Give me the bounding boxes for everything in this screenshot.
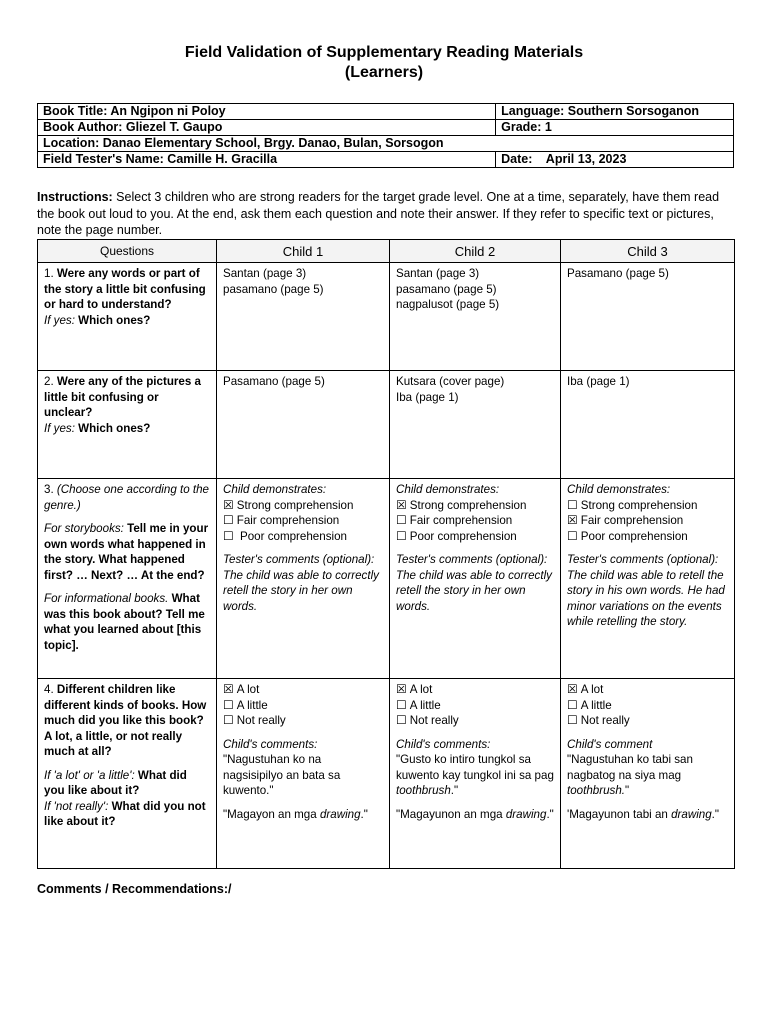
q1-number: 1. (44, 267, 57, 280)
location: Location: Danao Elementary School, Brgy. Danao, Bulan, Sorsogon (38, 136, 734, 152)
q3-storybooks-label: For storybooks: (44, 522, 124, 535)
title-line-2: (Learners) (344, 64, 424, 81)
child2-alot-option (396, 682, 554, 698)
comments-recommendations: Comments / Recommendations:/ (37, 882, 232, 896)
checkbox-icon: ☐ (223, 528, 234, 543)
child3-little-option (567, 698, 728, 714)
child3-comment-2 (567, 807, 728, 823)
child2-demonstrates: Child demonstrates: (396, 483, 500, 496)
comment-label: Tester's comments (optional): (396, 553, 548, 566)
child3-comment-label: Child's comment (567, 737, 653, 751)
child3-comment-1 (567, 752, 728, 799)
child1-strong-option (223, 498, 383, 514)
child1-notreally-option (223, 713, 383, 729)
question-2-row (38, 371, 735, 479)
comment-part: "Gusto ko intiro tungkol sa kuwento kay tungkol ini sa pag (396, 753, 554, 782)
header-row (38, 240, 735, 263)
option-label: Not really (409, 714, 459, 727)
book-author: Book Author: Gliezel T. Gaupo (38, 120, 496, 136)
comment-part: ." (360, 807, 368, 821)
q2-if-yes: If yes: (44, 421, 75, 435)
child3-tester-comments (567, 552, 728, 630)
child1-demonstrates: Child demonstrates: (223, 483, 327, 496)
child3-fair-option (567, 513, 728, 529)
comment-label: Tester's comments (optional): (567, 553, 719, 566)
checkbox-icon: ☐ (396, 713, 407, 727)
option-label: Strong comprehension (580, 498, 698, 512)
checkbox-icon: ☒ (567, 682, 578, 696)
option-label: Not really (580, 714, 630, 727)
title-line-1: Field Validation of Supplementary Reading Materials (184, 44, 584, 61)
comment-part: toothbrush. (567, 784, 626, 797)
q1-which: Which ones? (74, 313, 151, 327)
child2-little-option (396, 698, 554, 714)
child3-q4-answer (561, 679, 735, 869)
question-4-row (38, 679, 735, 869)
instructions-text: Select 3 children who are strong readers for the target grade level. One at a time, separately, have them read the book out loud to you. At the end, ask them each question and note their answer. If they refer to specific text or pictures, note the page number. (37, 190, 720, 237)
child2-q2-line: Iba (page 1) (396, 390, 459, 404)
child1-q1-line: Santan (page 3) (223, 267, 307, 280)
child1-q1-answer (217, 263, 390, 371)
child2-q2-answer (390, 371, 561, 479)
option-label: Strong comprehension (409, 498, 527, 512)
language: Language: Southern Sorsoganon (496, 104, 734, 120)
q4-notreally-label: If 'not really': (44, 799, 109, 813)
comment-part: 'Magayunon tabi an (567, 807, 672, 821)
comment-part: "Magayon an mga (223, 807, 320, 821)
option-label: A lot (236, 683, 260, 696)
child1-poor-option (223, 529, 383, 545)
question-1 (38, 263, 217, 371)
child2-comment-label: Child's comments: (396, 737, 491, 751)
child3-demonstrates: Child demonstrates: (567, 483, 671, 496)
comment-part: drawing (671, 807, 712, 821)
child3-q1-answer (561, 263, 735, 371)
option-label: A lot (409, 683, 433, 696)
option-label: Fair comprehension (236, 514, 340, 527)
option-label: Strong comprehension (236, 498, 354, 512)
q3-informational-question: What was this book about? Tell me what you learned about [this topic]. (44, 592, 205, 652)
q2-number: 2. (44, 375, 57, 388)
comment-part: ." (546, 807, 554, 821)
comment-part: ." (450, 784, 459, 797)
question-1-row (38, 263, 735, 371)
option-label: Fair comprehension (580, 514, 684, 527)
child1-comment-2 (223, 807, 383, 823)
document-title (0, 43, 768, 83)
option-label: A little (236, 698, 268, 712)
checkbox-icon: ☒ (396, 497, 407, 512)
child2-q1-line: nagpalusot (page 5) (396, 298, 500, 311)
comment-text: The child was able to correctly retell the story in her own words. (396, 568, 552, 613)
question-2 (38, 371, 217, 479)
comment-part: "Magayunon an mga (396, 807, 506, 821)
child2-q1-answer (390, 263, 561, 371)
q3-informational-label: For informational books. (44, 592, 169, 605)
child3-q2-answer (561, 371, 735, 479)
checkbox-icon: ☐ (223, 697, 234, 712)
child2-comment-1 (396, 752, 554, 799)
questions-table (37, 239, 735, 869)
q4-alot-question: What did you like about it? (44, 768, 187, 797)
child2-poor-option (396, 529, 554, 545)
child3-q1-line: Pasamano (page 5) (567, 267, 669, 280)
q2-which: Which ones? (74, 421, 151, 435)
child2-q3-answer (390, 479, 561, 679)
field-tester: Field Tester's Name: Camille H. Gracilla (38, 152, 496, 168)
comment-part: drawing (505, 807, 547, 821)
header-child-2: Child 2 (390, 240, 561, 263)
child2-q1-line: Santan (page 3) (396, 267, 480, 280)
q4-notreally-question: What did you not like about it? (44, 799, 206, 828)
comment-part: drawing (319, 807, 361, 821)
option-label: Poor comprehension (236, 529, 347, 543)
option-label: Not really (236, 714, 286, 727)
checkbox-icon: ☐ (396, 513, 407, 527)
q3-choose: (Choose one according to the genre.) (44, 483, 209, 512)
child2-q4-answer (390, 679, 561, 869)
question-3-row (38, 479, 735, 679)
q2-text: Were any of the pictures a little bit confusing or unclear? (44, 375, 201, 419)
option-label: Fair comprehension (409, 514, 513, 527)
instructions (37, 189, 734, 239)
checkbox-icon: ☐ (567, 697, 578, 712)
option-label: A lot (580, 683, 604, 696)
checkbox-icon: ☐ (567, 497, 578, 512)
header-questions: Questions (38, 240, 217, 263)
checkbox-icon: ☒ (223, 682, 234, 696)
comment-label: Tester's comments (optional): (223, 553, 375, 566)
checkbox-icon: ☐ (223, 513, 234, 527)
child1-little-option (223, 698, 383, 714)
comment-part: "Nagustuhan ko tabi san nagbatog na siya mag (567, 753, 693, 782)
comment-text: The child was able to correctly retell the story in her own words. (223, 568, 379, 613)
checkbox-icon: ☒ (223, 497, 234, 512)
checkbox-icon: ☐ (223, 713, 234, 727)
child3-q2-line: Iba (page 1) (567, 375, 630, 388)
q3-storybooks-question: Tell me in your own words what happened in the story. What happened first? … Next? … At the end? (44, 522, 209, 582)
child1-alot-option (223, 682, 383, 698)
option-label: A little (580, 698, 612, 712)
child1-q1-line: pasamano (page 5) (223, 282, 324, 296)
book-info-table (37, 103, 734, 168)
child2-strong-option (396, 498, 554, 514)
q4-alot-label: If 'a lot' or 'a little': (44, 768, 135, 782)
checkbox-icon: ☒ (396, 682, 407, 696)
child1-q2-answer (217, 371, 390, 479)
child2-notreally-option (396, 713, 554, 729)
checkbox-icon: ☐ (396, 697, 407, 712)
header-child-1: Child 1 (217, 240, 390, 263)
q3-number: 3. (44, 483, 57, 496)
child2-q2-line: Kutsara (cover page) (396, 375, 505, 388)
child2-comment-2 (396, 807, 554, 823)
child1-q3-answer (217, 479, 390, 679)
child3-poor-option (567, 529, 728, 545)
checkbox-icon: ☒ (567, 513, 578, 527)
book-title: Book Title: An Ngipon ni Poloy (38, 104, 496, 120)
child1-q4-answer (217, 679, 390, 869)
q1-if-yes: If yes: (44, 313, 75, 327)
option-label: Poor comprehension (409, 529, 517, 543)
checkbox-icon: ☐ (567, 528, 578, 543)
child3-q3-answer (561, 479, 735, 679)
child3-strong-option (567, 498, 728, 514)
child1-comment-label: Child's comments: (223, 737, 318, 751)
child2-fair-option (396, 513, 554, 529)
option-label: A little (409, 698, 441, 712)
comment-part: toothbrush (396, 784, 451, 797)
grade: Grade: 1 (496, 120, 734, 136)
q4-text: Different children like different kinds of books. How much did you like this book? A lot, a little, or not really much at all? (44, 683, 207, 758)
child1-q2-line: Pasamano (page 5) (223, 375, 325, 388)
child3-alot-option (567, 682, 728, 698)
comment-part: " (625, 784, 630, 797)
option-label: Poor comprehension (580, 529, 688, 543)
child1-fair-option (223, 513, 383, 529)
q1-text: Were any words or part of the story a little bit confusing or hard to understand? (44, 267, 206, 311)
date: Date: April 13, 2023 (496, 152, 734, 168)
instructions-label: Instructions: (37, 190, 113, 204)
question-4 (38, 679, 217, 869)
comment-text: The child was able to retell the story in his own words. He had minor variations on the events while retelling the story. (567, 568, 725, 628)
q4-number: 4. (44, 683, 57, 696)
checkbox-icon: ☐ (396, 528, 407, 543)
child2-tester-comments (396, 552, 554, 614)
child1-comment-1: "Nagustuhan ko na nagsisipilyo an bata sa kuwento." (223, 753, 341, 797)
header-child-3: Child 3 (561, 240, 735, 263)
child1-tester-comments (223, 552, 383, 614)
comment-part: ." (711, 807, 720, 821)
child3-notreally-option (567, 713, 728, 729)
question-3 (38, 479, 217, 679)
checkbox-icon: ☐ (567, 713, 578, 727)
child2-q1-line: pasamano (page 5) (396, 282, 497, 296)
